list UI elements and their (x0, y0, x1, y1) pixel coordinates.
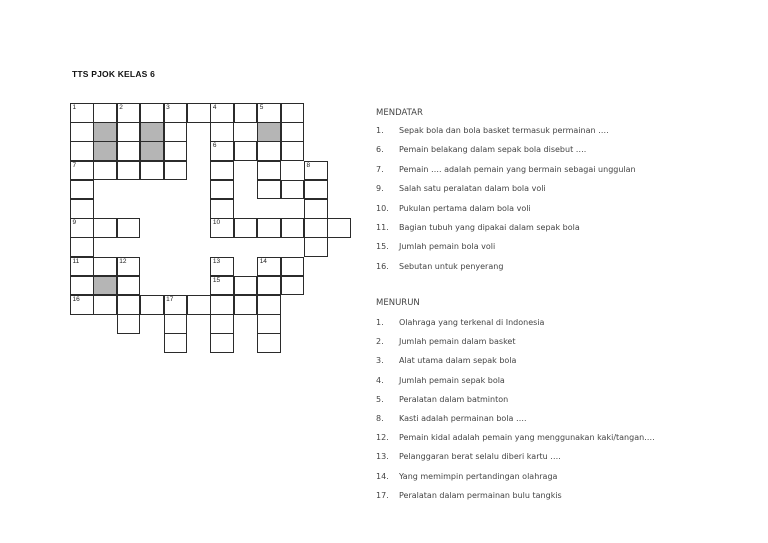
grid-cell[interactable] (257, 333, 281, 353)
grid-cell[interactable] (257, 314, 281, 334)
shaded-grid-cell[interactable] (93, 276, 117, 296)
grid-cell[interactable] (93, 218, 117, 238)
clue-number: 15 (212, 276, 221, 284)
clue-text: Olahraga yang terkenal di Indonesia (399, 318, 545, 327)
grid-cell[interactable] (210, 218, 234, 238)
grid-cell[interactable] (117, 257, 141, 277)
grid-cell[interactable] (281, 218, 305, 238)
clue-text: Pukulan pertama dalam bola voli (399, 203, 531, 213)
grid-cell[interactable] (117, 161, 141, 181)
clue-number: 11 (72, 257, 80, 265)
grid-cell[interactable] (93, 161, 117, 181)
clue-number: 1. (376, 126, 384, 135)
clue-number: 12. (376, 433, 389, 443)
clue-number: 5 (259, 104, 264, 111)
menurun-clue (376, 414, 527, 423)
grid-cell[interactable] (281, 141, 305, 161)
clue-text: Kasti adalah permainan bola …. (399, 414, 527, 423)
grid-cell[interactable] (70, 218, 94, 238)
grid-cell[interactable] (210, 141, 234, 161)
mendatar-clue (376, 145, 586, 154)
clue-number: 16 (72, 296, 80, 303)
grid-cell[interactable] (70, 257, 94, 277)
grid-cell[interactable] (257, 103, 281, 123)
clue-text: Peralatan dalam permainan bulu tangkis (399, 490, 562, 500)
clue-number: 1 (72, 104, 77, 111)
grid-cell[interactable] (281, 103, 305, 123)
clue-number: 16. (376, 261, 389, 271)
menurun-heading: MENURUN (376, 298, 420, 308)
clue-number: 1. (376, 318, 384, 327)
shaded-grid-cell[interactable] (140, 141, 164, 161)
menurun-clue (376, 452, 561, 461)
clue-number: 10. (376, 203, 389, 213)
grid-cell[interactable] (304, 180, 328, 200)
grid-cell[interactable] (164, 141, 188, 161)
menurun-clue (376, 491, 562, 500)
grid-cell[interactable] (70, 199, 94, 219)
grid-cell[interactable] (210, 103, 234, 123)
clue-number: 4. (376, 375, 384, 385)
grid-cell[interactable] (164, 333, 188, 353)
grid-cell[interactable] (117, 276, 141, 296)
grid-cell[interactable] (234, 295, 258, 315)
shaded-grid-cell[interactable] (93, 122, 117, 142)
grid-cell[interactable] (257, 257, 281, 277)
grid-cell[interactable] (93, 295, 117, 315)
grid-cell[interactable] (210, 295, 234, 315)
clue-number: 13 (212, 257, 221, 265)
menurun-clue (376, 472, 557, 481)
mendatar-clue (376, 223, 580, 232)
grid-cell[interactable] (70, 276, 94, 296)
clue-number: 4 (212, 104, 217, 111)
grid-cell[interactable] (234, 276, 258, 296)
grid-cell[interactable] (210, 122, 234, 142)
clue-number: 17 (166, 296, 174, 303)
clue-number: 5. (376, 394, 384, 404)
grid-cell[interactable] (164, 122, 188, 142)
clue-number: 11. (376, 223, 389, 232)
menurun-clue (376, 376, 505, 385)
clue-text: Jumlah pemain sepak bola (399, 375, 505, 385)
menurun-clue (376, 337, 516, 346)
grid-cell[interactable] (304, 199, 328, 219)
grid-cell[interactable] (117, 314, 141, 334)
grid-cell[interactable] (257, 161, 281, 181)
clue-text: Salah satu peralatan dalam bola voli (399, 184, 546, 194)
shaded-grid-cell[interactable] (93, 141, 117, 161)
grid-cell[interactable] (164, 314, 188, 334)
clue-number: 14. (376, 471, 389, 481)
shaded-grid-cell[interactable] (140, 122, 164, 142)
clue-number: 3. (376, 356, 384, 366)
grid-cell[interactable] (304, 161, 328, 181)
grid-cell[interactable] (210, 314, 234, 334)
grid-cell[interactable] (117, 122, 141, 142)
grid-cell[interactable] (117, 141, 141, 161)
grid-cell[interactable] (257, 218, 281, 238)
clue-text: Pelanggaran berat selalu diberi kartu …. (399, 452, 561, 462)
clue-text: Alat utama dalam sepak bola (399, 356, 517, 366)
grid-cell[interactable] (117, 218, 141, 238)
clue-text: Yang memimpin pertandingan olahraga (399, 471, 558, 481)
clue-number: 13. (376, 452, 389, 462)
grid-cell[interactable] (210, 276, 234, 296)
grid-cell[interactable] (281, 276, 305, 296)
grid-cell[interactable] (304, 237, 328, 257)
worksheet-title: TTS PJOK KELAS 6 (72, 69, 156, 79)
clue-number: 12 (119, 257, 127, 265)
clue-number: 10 (212, 219, 221, 227)
clue-text: Bagian tubuh yang dipakai dalam sepak bola (399, 223, 580, 232)
clue-text: Jumlah pemain bola voli (399, 242, 496, 252)
clue-text: Sebutan untuk penyerang (399, 261, 504, 271)
grid-cell[interactable] (70, 122, 94, 142)
grid-cell[interactable] (210, 161, 234, 181)
grid-cell[interactable] (70, 295, 94, 315)
grid-cell[interactable] (117, 295, 141, 315)
clue-number: 6. (376, 145, 384, 155)
grid-cell[interactable] (210, 199, 234, 219)
clue-text: Peralatan dalam batminton (399, 394, 509, 404)
grid-cell[interactable] (281, 122, 305, 142)
grid-cell[interactable] (187, 295, 211, 315)
grid-cell[interactable] (281, 180, 305, 200)
clue-number: 14 (259, 257, 267, 265)
grid-cell[interactable] (93, 257, 117, 277)
clue-number: 7 (72, 161, 77, 169)
grid-cell[interactable] (234, 218, 258, 238)
clue-text: Jumlah pemain dalam basket (399, 337, 516, 347)
clue-number: 17. (376, 490, 389, 500)
clue-text: Pemain …. adalah pemain yang bermain sebagai unggulan (399, 164, 636, 174)
grid-cell[interactable] (70, 237, 94, 257)
grid-cell[interactable] (327, 218, 351, 238)
grid-cell[interactable] (70, 141, 94, 161)
mendatar-heading: MENDATAR (376, 108, 423, 118)
grid-cell[interactable] (70, 180, 94, 200)
grid-cell[interactable] (164, 103, 188, 123)
grid-cell[interactable] (187, 103, 211, 123)
clue-number: 9 (72, 219, 77, 227)
grid-cell[interactable] (210, 257, 234, 277)
grid-cell[interactable] (140, 161, 164, 181)
grid-cell[interactable] (93, 103, 117, 123)
grid-cell[interactable] (117, 103, 141, 123)
mendatar-clue (376, 165, 636, 174)
clue-text: Sepak bola dan bola basket termasuk permainan …. (399, 126, 609, 135)
clue-number: 2. (376, 337, 384, 347)
grid-cell[interactable] (234, 141, 258, 161)
mendatar-clue (376, 204, 531, 213)
grid-cell[interactable] (140, 295, 164, 315)
grid-cell[interactable] (257, 141, 281, 161)
grid-cell[interactable] (281, 257, 305, 277)
menurun-clue (376, 318, 544, 327)
grid-cell[interactable] (304, 218, 328, 238)
grid-cell[interactable] (210, 333, 234, 353)
clue-number: 9. (376, 184, 384, 194)
clue-text: Pemain belakang dalam sepak bola disebut …. (399, 145, 587, 155)
mendatar-clue (376, 126, 609, 135)
clue-number: 15. (376, 242, 389, 252)
grid-cell[interactable] (257, 276, 281, 296)
clue-number: 8 (306, 161, 311, 169)
clue-number: 6 (212, 142, 217, 150)
menurun-clue (376, 356, 516, 365)
grid-cell[interactable] (234, 103, 258, 123)
clue-number: 3 (166, 104, 170, 111)
mendatar-clue (376, 242, 495, 251)
grid-cell[interactable] (164, 295, 188, 315)
clue-number: 2 (119, 104, 123, 111)
grid-cell[interactable] (140, 103, 164, 123)
grid-cell[interactable] (70, 103, 94, 123)
clue-number: 8. (376, 414, 384, 423)
mendatar-clue (376, 262, 503, 271)
grid-cell[interactable] (164, 161, 188, 181)
clue-text: Pemain kidal adalah pemain yang menggunakan kaki/tangan…. (399, 433, 655, 443)
shaded-grid-cell[interactable] (257, 122, 281, 142)
menurun-clue (376, 433, 655, 442)
clue-number: 7. (376, 164, 384, 174)
mendatar-clue (376, 184, 546, 193)
grid-cell[interactable] (70, 161, 94, 181)
grid-cell[interactable] (257, 295, 281, 315)
grid-cell[interactable] (257, 180, 281, 200)
grid-cell[interactable] (210, 180, 234, 200)
menurun-clue (376, 395, 508, 404)
